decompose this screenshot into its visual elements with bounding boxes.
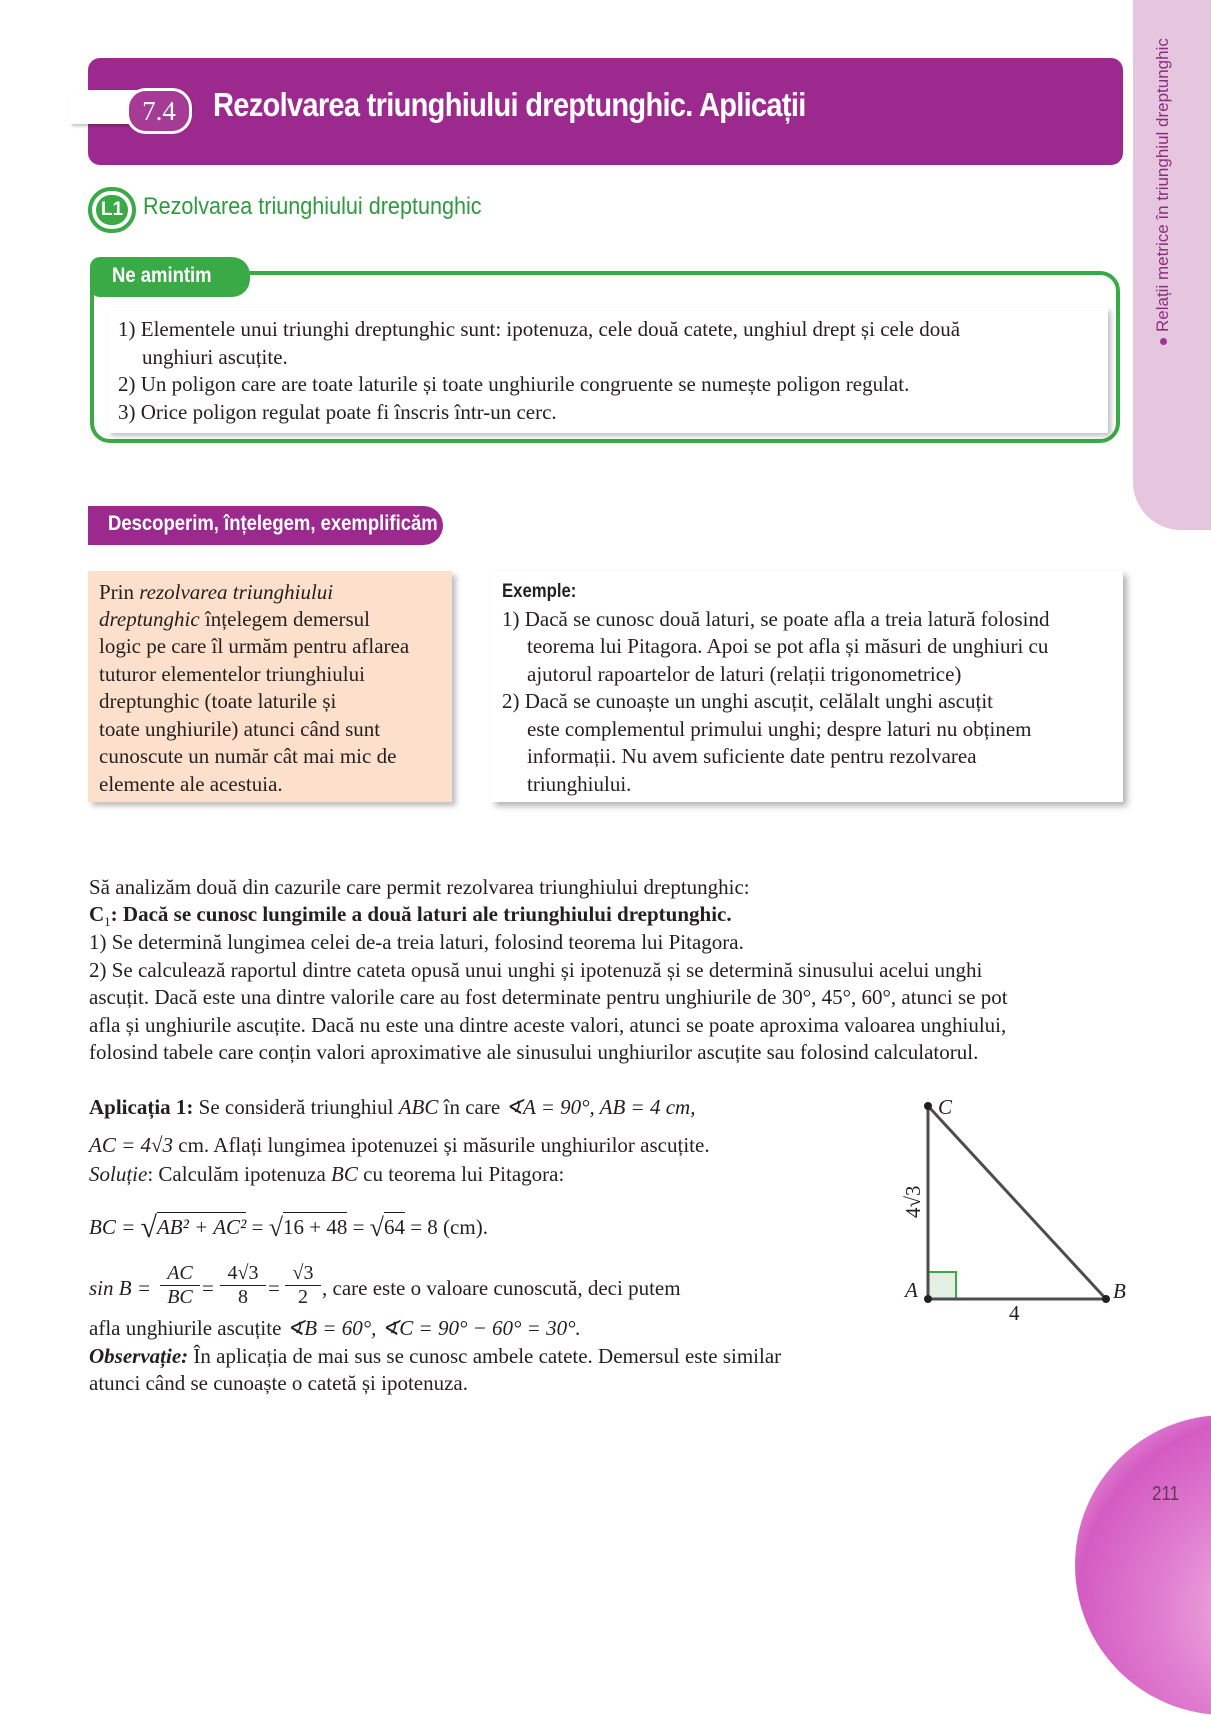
right-angle-marker [928,1272,956,1299]
label-b: B [1113,1279,1126,1303]
case-letter: C [89,902,105,926]
definition-line: toate unghiurile) atunci când sunt [99,717,381,741]
angles-math: ∢B = 60°, ∢C = 90° − 60° = 30°. [286,1316,581,1340]
definition-text: înțelegem demersul [199,607,370,631]
definition-term: rezolvarea triunghiului [139,580,334,604]
lesson-badge [88,187,136,233]
definition-line: cunoscute un număr cât mai mic de [99,744,397,768]
page-corner-decoration [1075,1415,1211,1715]
fraction-denominator: 2 [298,1286,308,1308]
remember-label: Ne amintim [112,264,212,287]
definition-line [99,607,370,632]
fraction-numerator: AC [160,1262,200,1286]
body-step: ascuțit. Dacă este una dintre valorile care au fost determinate pentru unghiurile de 30°, 45°, 60°, atunci se pot [89,985,1008,1009]
definition-text: Prin [99,580,140,604]
label-ab: 4 [1009,1301,1020,1325]
body-step: 1) Se determină lungimea celei de-a treia laturi, folosind teorema lui Pitagora. [89,930,744,954]
vertex-b [1102,1295,1110,1303]
label-c: C [938,1095,953,1119]
fraction [160,1262,200,1309]
body-intro: Să analizăm două din cazurile care permit rezolvarea triunghiului dreptunghic: [89,875,750,899]
remember-item: unghiuri ascuțite. [142,345,288,369]
lesson-title: Rezolvarea triunghiului dreptunghic [143,193,482,220]
discover-label: Descoperim, înțelegem, exemplificăm [108,512,438,535]
sqrt-icon: √ [140,1211,157,1244]
vertex-c [924,1102,932,1110]
body-step: folosind tabele care conțin valori aproximative ale sinusului unghiurilor ascuțite sau folosind calculatorul. [89,1040,979,1064]
sin-equation-lhs [89,1276,151,1301]
angles-line [89,1316,581,1341]
case-text: : Dacă se cunosc lungimile a două laturi ale triunghiului dreptunghic. [110,902,732,926]
sqrt-icon: √ [268,1213,283,1242]
observation-text: În aplicația de mai sus se cunosc ambele catete. Demersul este similar [188,1344,782,1368]
equals-sign: = [202,1276,214,1300]
remember-item: 2) Un poligon care are toate laturile și toate unghiurile congruente se numește poligon regulat. [118,372,910,396]
fraction [220,1262,266,1309]
equation-radicand: 64 [384,1212,405,1239]
remember-item: 1) Elementele unui triunghi dreptunghic sunt: ipotenuza, cele două catete, unghiul drept și cele două [118,317,961,341]
application-text: cm. Aflați lungimea ipotenuzei și măsurile unghiurilor ascuțite. [173,1133,710,1157]
example-line: 2) Dacă se cunoaște un unghi ascuțit, celălalt unghi ascuțit [502,689,994,713]
fraction [285,1262,321,1309]
solution-label: Soluție [89,1162,148,1186]
definition-line: tuturor elementelor triunghiului [99,662,365,686]
definition-line [99,580,333,605]
remember-item: 3) Orice poligon regulat poate fi înscris într-un cerc. [118,400,557,424]
example-line: este complementul primului unghi; despre laturi nu obținem [527,717,1032,741]
example-line: teorema lui Pitagora. Apoi se pot afla și măsuri de unghiuri cu [527,634,1049,658]
equation-lhs: BC = [89,1215,141,1239]
vertex-a [924,1295,932,1303]
solution-text: cu teorema lui Pitagora: [357,1162,565,1186]
equation-radicand: AB² + AC² [157,1212,246,1239]
observation-line [89,1344,781,1369]
example-line: 1) Dacă se cunosc două laturi, se poate afla a treia latură folosind [502,607,1050,631]
observation-line: atunci când se cunoaște o catetă și ipotenuza. [89,1371,469,1395]
side-tab-label [1153,38,1173,345]
solution-text: : Calculăm ipotenuza [147,1162,332,1186]
equation-op: = [347,1215,370,1239]
sin-text: , care este o valoare cunoscută, deci putem [322,1276,681,1300]
application-line [89,1095,695,1120]
application-text: Se consideră triunghiul [193,1095,399,1119]
equation-rhs: = 8 (cm). [404,1215,488,1239]
pythagoras-equation [89,1208,488,1242]
application-text: în care [438,1095,506,1119]
section-number: 7.4 [126,88,192,134]
solution-math: BC [331,1162,358,1186]
equation-op: = [246,1215,269,1239]
fraction-denominator: 8 [238,1286,248,1308]
definition-term: dreptunghic [99,607,200,631]
application-math: ∢A = 90°, AB = 4 cm, [505,1095,696,1119]
observation-label: Observație: [89,1344,189,1368]
angles-text: afla unghiurile ascuțite [89,1316,287,1340]
triangle-figure [880,1090,1140,1330]
section-title: Rezolvarea triunghiului dreptunghic. Aplicații [213,86,806,123]
example-line: triunghiului. [527,772,632,796]
solution-line [89,1162,564,1187]
case-index: 1 [104,914,111,930]
side-bc [928,1106,1106,1299]
lesson-badge-label: L1 [96,195,128,225]
fraction-numerator: √3 [285,1262,321,1286]
label-ac: 4√3 [901,1185,925,1218]
label-a: A [905,1278,918,1302]
application-line [89,1133,710,1158]
body-step: afla și unghiurile ascuțite. Dacă nu este una dintre aceste valori, atunci se poate aproxima valoarea unghiului, [89,1013,1007,1037]
examples-title: Exemple: [502,581,577,602]
example-line: ajutorul rapoartelor de laturi (relații trigonometrice) [527,662,962,686]
application-label: Aplicația 1: [89,1095,194,1119]
fraction-numerator: 4√3 [220,1262,266,1286]
side-tab-text: Relații metrice în triunghiul dreptunghic [1153,38,1172,332]
fraction-denominator: BC [167,1286,193,1308]
application-math: AC = 4√3 [89,1133,174,1157]
sqrt-icon: √ [369,1213,384,1242]
application-math: ABC [398,1095,439,1119]
body-step: 2) Se calculează raportul dintre cateta opusă unui unghi și ipotenuză și se determină sinusului acelui unghi [89,958,983,982]
sin-label: sin B = [89,1276,152,1300]
bullet-dot-icon [1160,338,1167,345]
page-number: 211 [1152,1483,1180,1505]
definition-line: logic pe care îl urmăm pentru aflarea [99,634,410,658]
definition-line: dreptunghic (toate laturile și [99,689,337,713]
equals-sign: = [268,1276,280,1300]
definition-line: elemente ale acestuia. [99,772,283,796]
equation-radicand: 16 + 48 [283,1212,347,1239]
example-line: informații. Nu avem suficiente date pentru rezolvarea [527,744,977,768]
case-heading [89,902,732,930]
